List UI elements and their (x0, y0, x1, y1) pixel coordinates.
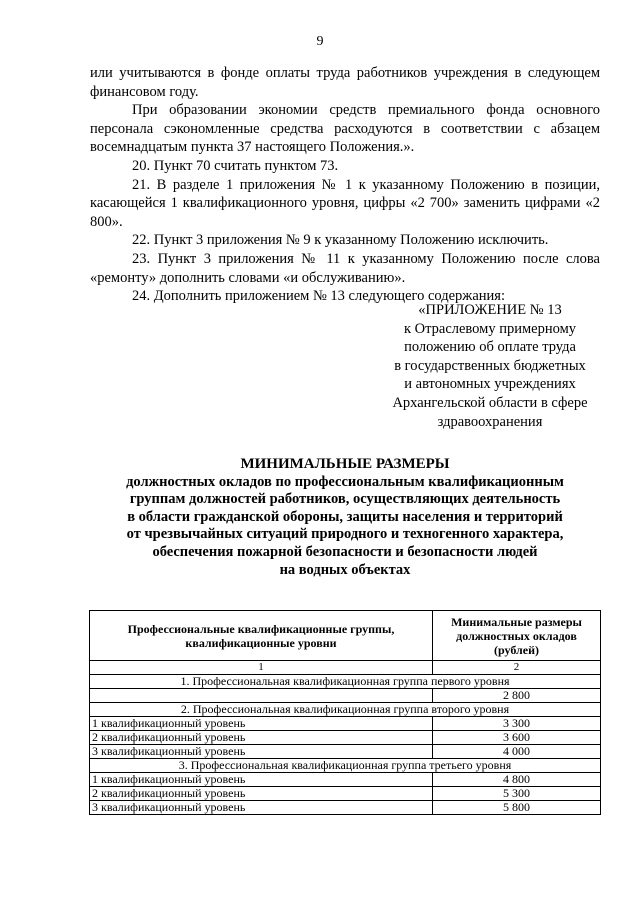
appendix-line: здравоохранения (437, 413, 543, 430)
table-heading (90, 456, 600, 579)
header-text: Минимальные размеры (451, 615, 582, 629)
appendix-line: в государственных бюджетных (394, 357, 586, 374)
heading-line: на водных объектах (279, 561, 411, 578)
paragraph: 24. Дополнить приложением № 13 следующего содержания: (132, 288, 505, 305)
column-number: 1 (90, 661, 433, 675)
appendix-line: Архангельской области в сфере (392, 394, 588, 411)
salary-table (89, 610, 601, 815)
group-title: 3. Профессиональная квалификационная группа третьего уровня (90, 759, 601, 773)
table-header-row (90, 611, 601, 661)
paragraph: или учитываются в фонде оплаты труда работников учреждения в следующем финансовом году. (90, 65, 600, 100)
group-title: 1. Профессиональная квалификационная группа первого уровня (90, 675, 601, 689)
table-row (90, 717, 601, 731)
appendix-line: и автономных учреждениях (404, 376, 576, 393)
level-cell: 2 квалификационный уровень (90, 731, 433, 745)
salary-cell: 4 800 (433, 773, 601, 787)
level-cell: 2 квалификационный уровень (90, 787, 433, 801)
header-text: должностных окладов (456, 629, 577, 643)
salary-cell: 2 800 (433, 689, 601, 703)
header-text: (рублей) (493, 643, 540, 657)
appendix-line: положению об оплате труда (404, 339, 576, 356)
header-text: Профессиональные квалификационные группы, (127, 622, 395, 636)
level-cell: 3 квалификационный уровень (90, 801, 433, 815)
salary-cell: 4 000 (433, 745, 601, 759)
level-cell (90, 689, 433, 703)
column-number-row (90, 661, 601, 675)
table-row (90, 787, 601, 801)
heading-title: МИНИМАЛЬНЫЕ РАЗМЕРЫ (240, 456, 450, 472)
paragraph: При образовании экономии средств премиального фонда основного персонала сэкономленные средства расходуются в соответствии с абзацем восемнадцатым пункта 37 настоящего Положения.». (90, 102, 600, 156)
header-text: квалификационные уровни (185, 636, 337, 650)
level-cell: 1 квалификационный уровень (90, 773, 433, 787)
group-row (90, 675, 601, 689)
salary-cell: 3 300 (433, 717, 601, 731)
table-row (90, 731, 601, 745)
heading-line: от чрезвычайных ситуаций природного и техногенного характера, (126, 526, 564, 543)
heading-line: должностных окладов по профессиональным квалификационным (126, 473, 564, 490)
appendix-line: «ПРИЛОЖЕНИЕ № 13 (418, 302, 562, 318)
paragraph: 23. Пункт 3 приложения № 11 к указанному Положению после слова «ремонту» дополнить словами «и обслуживанию». (90, 250, 600, 286)
table-row (90, 689, 601, 703)
heading-line: группам должностей работников, осуществляющих деятельность (129, 491, 561, 508)
group-title: 2. Профессиональная квалификационная группа второго уровня (90, 703, 601, 717)
table-row (90, 773, 601, 787)
header-cell-groups (90, 611, 433, 661)
appendix-caption (372, 301, 608, 431)
level-cell: 1 квалификационный уровень (90, 717, 433, 731)
appendix-line: к Отраслевому примерному (403, 320, 576, 337)
table-row (90, 745, 601, 759)
level-cell: 3 квалификационный уровень (90, 745, 433, 759)
salary-cell: 3 600 (433, 731, 601, 745)
column-number: 2 (433, 661, 601, 675)
paragraph: 20. Пункт 70 считать пунктом 73. (132, 157, 339, 174)
body-text (90, 64, 600, 306)
group-row (90, 759, 601, 773)
paragraph: 22. Пункт 3 приложения № 9 к указанному Положению исключить. (132, 232, 549, 249)
table-row (90, 801, 601, 815)
group-row (90, 703, 601, 717)
heading-line: обеспечения пожарной безопасности и безопасности людей (152, 543, 538, 560)
page-number: 9 (316, 34, 324, 49)
paragraph: 21. В разделе 1 приложения № 1 к указанному Положению в позиции, касающейся 1 квалификационного уровня, цифры «2 700» заменить цифрами «2 800». (90, 176, 600, 230)
salary-cell: 5 300 (433, 787, 601, 801)
salary-cell: 5 800 (433, 801, 601, 815)
heading-line: в области гражданской обороны, защиты населения и территорий (127, 508, 563, 525)
header-cell-salary (433, 611, 601, 661)
